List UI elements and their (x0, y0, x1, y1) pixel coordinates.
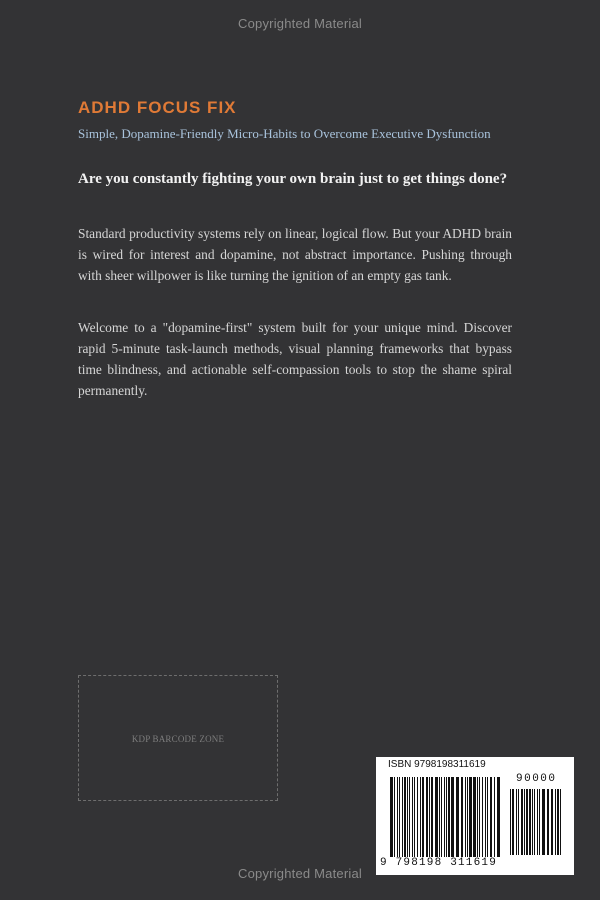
barcode-bar (431, 777, 433, 857)
barcode-bar (467, 777, 468, 857)
barcode-bar (417, 777, 418, 857)
barcode-bar (397, 777, 398, 857)
barcode-bar (537, 789, 538, 855)
barcode-bar (451, 777, 454, 857)
kdp-barcode-zone-label: KDP BARCODE ZONE (131, 734, 225, 744)
barcode-bar (435, 777, 438, 857)
barcode-bar (485, 777, 486, 857)
barcode-bar (461, 777, 463, 857)
barcode-bar (551, 789, 553, 855)
barcode-bar (542, 789, 545, 855)
barcode-bar (446, 777, 447, 857)
barcode-bar (394, 777, 395, 857)
barcode-bar (510, 789, 511, 855)
barcode-bar (524, 789, 525, 855)
barcode-bar (494, 777, 495, 857)
barcode-bar (521, 789, 523, 855)
barcode-bar (390, 777, 393, 857)
barcode-bar (539, 789, 540, 855)
barcode-bar (441, 777, 442, 857)
barcode-bar (429, 777, 430, 857)
barcode-bar (482, 777, 483, 857)
description-paragraph: Welcome to a "dopamine-first" system built for your unique mind. Discover rapid 5-minute task-launch methods, visual planning frameworks that bypass time blindness, and actionable self-compassion tools to stop the shame spiral permanently. (78, 320, 512, 398)
isbn-digits: 9 798198 311619 (380, 857, 498, 869)
barcode-bars (376, 775, 574, 861)
barcode-bar (473, 777, 476, 857)
barcode-bar (490, 777, 492, 857)
barcode-bar (469, 777, 472, 857)
barcode-bar (532, 789, 533, 855)
barcode-bar (557, 789, 559, 855)
barcode-bar (414, 777, 415, 857)
kdp-barcode-zone (78, 675, 278, 801)
barcode-bar (409, 777, 410, 857)
barcode-bar (526, 789, 528, 855)
barcode-bar (444, 777, 445, 857)
barcode-bar (456, 777, 459, 857)
copyright-watermark-top: Copyrighted Material (238, 16, 362, 31)
barcode-bar (402, 777, 403, 857)
isbn-barcode (376, 757, 574, 875)
barcode-bar (512, 789, 514, 855)
barcode-bar (407, 777, 408, 857)
barcode-bar (420, 777, 421, 857)
barcode-bar (555, 789, 556, 855)
barcode-bar (439, 777, 440, 857)
barcode-bar (529, 789, 531, 855)
copyright-watermark-bottom: Copyrighted Material (238, 866, 362, 881)
barcode-bar (426, 777, 428, 857)
price-addon-code: 90000 (516, 773, 557, 785)
barcode-bar (412, 777, 413, 857)
barcode-bar (404, 777, 406, 857)
barcode-bar (516, 789, 517, 855)
barcode-bar (518, 789, 519, 855)
barcode-bar (399, 777, 400, 857)
barcode-bar (497, 777, 500, 857)
book-subtitle: Simple, Dopamine-Friendly Micro-Habits to Overcome Executive Dysfunction (78, 126, 491, 141)
barcode-bar (487, 777, 488, 857)
barcode-bar (448, 777, 450, 857)
description-paragraph: Standard productivity systems rely on linear, logical flow. But your ADHD brain is wired for interest and dopamine, not abstract importance. Pushing through with sheer willpower is like turning the ignition of an empty gas tank. (78, 226, 512, 283)
barcode-bar (477, 777, 478, 857)
barcode-bar (479, 777, 480, 857)
isbn-label: ISBN 9798198311619 (388, 759, 486, 770)
barcode-bar (422, 777, 424, 857)
barcode-bar (534, 789, 535, 855)
barcode-bar (465, 777, 466, 857)
hook-question: Are you constantly fighting your own brain just to get things done? (78, 171, 508, 187)
barcode-bar (547, 789, 549, 855)
barcode-bar (560, 789, 561, 855)
book-title: ADHD FOCUS FIX (78, 98, 237, 117)
